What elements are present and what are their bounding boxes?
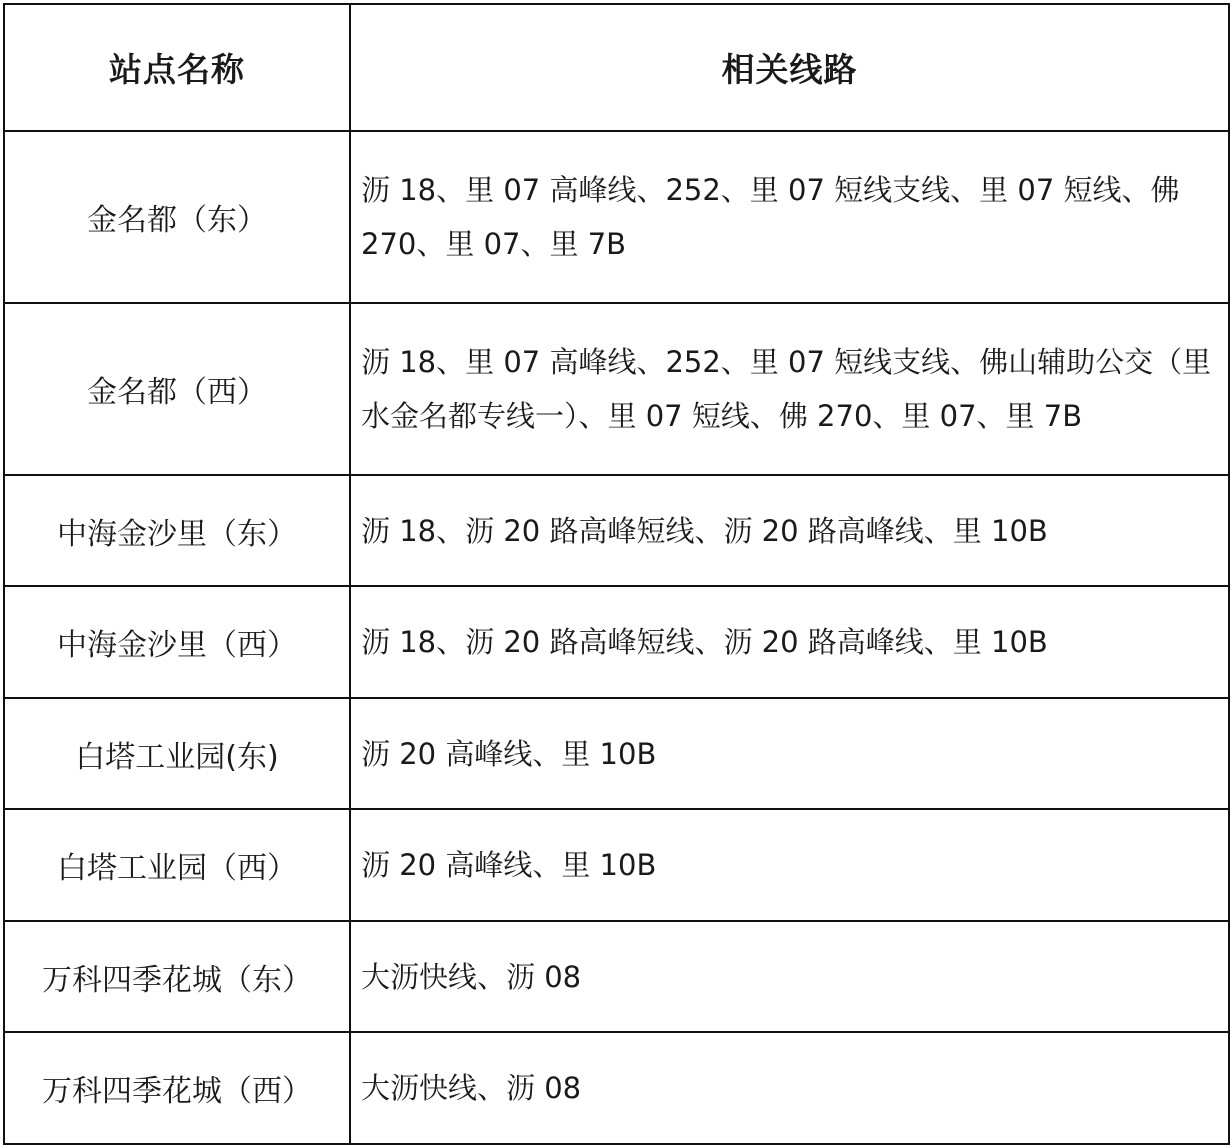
- related-lines-cell: 沥 18、沥 20 路高峰短线、沥 20 路高峰线、里 10B: [350, 475, 1229, 586]
- header-station-name: 站点名称: [4, 4, 350, 131]
- table-row: [4, 809, 1229, 921]
- table-row: [4, 921, 1229, 1032]
- station-name-cell: 金名都（东）: [4, 131, 350, 303]
- table-row: [4, 698, 1229, 809]
- related-lines-cell: 沥 18、里 07 高峰线、252、里 07 短线支线、里 07 短线、佛 270、里 07、里 7B: [350, 131, 1229, 303]
- header-row: [4, 4, 1229, 131]
- table-row: [4, 303, 1229, 475]
- station-name-cell: 万科四季花城（东）: [4, 921, 350, 1032]
- table-row: [4, 586, 1229, 698]
- related-lines-cell: 大沥快线、沥 08: [350, 1032, 1229, 1144]
- table-row: [4, 475, 1229, 586]
- related-lines-cell: 沥 20 高峰线、里 10B: [350, 698, 1229, 809]
- table-header: [4, 4, 1229, 131]
- station-name-cell: 白塔工业园（西）: [4, 809, 350, 921]
- related-lines-cell: 大沥快线、沥 08: [350, 921, 1229, 1032]
- route-table: [3, 3, 1230, 1145]
- table-row: [4, 1032, 1229, 1144]
- station-name-cell: 中海金沙里（西）: [4, 586, 350, 698]
- related-lines-cell: 沥 20 高峰线、里 10B: [350, 809, 1229, 921]
- station-name-cell: 万科四季花城（西）: [4, 1032, 350, 1144]
- related-lines-cell: 沥 18、沥 20 路高峰短线、沥 20 路高峰线、里 10B: [350, 586, 1229, 698]
- station-name-cell: 中海金沙里（东）: [4, 475, 350, 586]
- table-row: [4, 131, 1229, 303]
- table-body: [4, 131, 1229, 1144]
- station-name-cell: 白塔工业园(东): [4, 698, 350, 809]
- header-related-lines: 相关线路: [350, 4, 1229, 131]
- related-lines-cell: 沥 18、里 07 高峰线、252、里 07 短线支线、佛山辅助公交（里水金名都专线一）、里 07 短线、佛 270、里 07、里 7B: [350, 303, 1229, 475]
- station-name-cell: 金名都（西）: [4, 303, 350, 475]
